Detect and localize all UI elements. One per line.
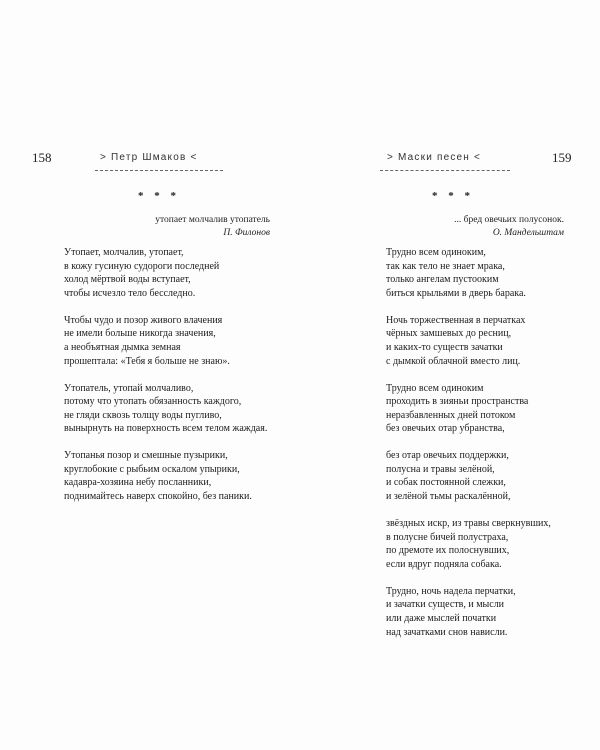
- stanza: [386, 449, 551, 503]
- poem-line: Чтобы чудо и позор живого влачения: [64, 314, 223, 326]
- poem-line: с дымкой облачной вместо лиц.: [386, 355, 521, 367]
- poem-line: Трудно всем одиноким,: [386, 247, 486, 258]
- ornament-stars: * * *: [138, 190, 180, 202]
- running-head: > Петр Шмаков <: [100, 152, 198, 163]
- poem-line: без отар овечьих поддержки,: [386, 450, 509, 462]
- poem-line: Утопатель, утопай молчаливо,: [64, 382, 194, 394]
- poem-line: Трудно всем одиноким: [386, 382, 484, 394]
- stanza: [386, 382, 551, 436]
- poem-line: вынырнуть на поверхность всем телом жаждая.: [64, 423, 268, 435]
- stanza: [64, 246, 267, 300]
- poem-line: кадавра-хозяина небу посланники,: [64, 477, 212, 489]
- stanza: [64, 314, 267, 368]
- stanza: [386, 314, 551, 368]
- poem-line: чтобы исчезло тело бесследно.: [64, 287, 196, 299]
- poem-line: неразбавленных дней потоком: [386, 409, 516, 421]
- poem-line: не гляди сквозь толщу воды пугливо,: [64, 409, 222, 421]
- poem: [64, 246, 267, 517]
- stanza: [64, 449, 267, 503]
- epigraph-text: ... бред овечьих полусонок.: [454, 215, 564, 225]
- poem-line: если вдруг подняла собака.: [386, 558, 502, 570]
- poem-line: и зелёной тьмы раскалённой,: [386, 491, 511, 503]
- poem-line: холод мёртвой воды вступает,: [64, 274, 191, 286]
- poem-line: только ангелам пустооким: [386, 274, 499, 286]
- poem-line: без овечьих отар убранства,: [386, 423, 505, 435]
- poem-line: над зачатками снов нависли.: [386, 626, 508, 638]
- poem-line: Утопает, молчалив, утопает,: [64, 247, 184, 258]
- poem-line: а необъятная дымка земная: [64, 341, 181, 353]
- poem-line: и зачатки существ, и мысли: [386, 599, 505, 611]
- page-number: 158: [32, 150, 52, 165]
- poem: [386, 246, 551, 653]
- right-page: [300, 0, 600, 750]
- poem-line: биться крыльями в дверь барака.: [386, 287, 526, 299]
- poem-line: Трудно, ночь надела перчатки,: [386, 585, 516, 597]
- stanza: [386, 517, 551, 571]
- epigraph-text: утопает молчалив утопатель: [155, 215, 270, 225]
- stanza: [386, 585, 551, 639]
- poem-line: чёрных замшевых до ресниц,: [386, 328, 512, 340]
- poem-line: в кожу гусиную судороги последней: [64, 260, 220, 272]
- poem-line: потому что утопать обязанность каждого,: [64, 396, 242, 408]
- epigraph: [30, 214, 270, 240]
- running-head: > Маски песен <: [387, 152, 482, 163]
- epigraph: [300, 214, 564, 240]
- poem-line: поднимайтесь наверх спокойно, без паники.: [64, 491, 252, 503]
- poem-line: так как тело не знает мрака,: [386, 260, 505, 272]
- poem-line: и каких-то существ зачатки: [386, 341, 503, 353]
- header-rule: [380, 170, 510, 171]
- epigraph-author: О. Мандельштам: [492, 228, 564, 238]
- ornament-stars: * * *: [432, 190, 474, 202]
- stanza: [64, 382, 267, 436]
- poem-line: в полусне бичей полустраха,: [386, 531, 509, 543]
- poem-line: не имели больше никогда значения,: [64, 328, 216, 340]
- poem-line: звёздных искр, из травы сверкнувших,: [386, 518, 551, 530]
- poem-line: полусна и травы зелёной,: [386, 463, 495, 475]
- poem-line: Ночь торжественная в перчатках: [386, 314, 526, 326]
- poem-line: Утопанья позор и смешные пузырики,: [64, 450, 228, 462]
- page-number: 159: [552, 150, 572, 165]
- poem-line: по дремоте их полоснувших,: [386, 545, 510, 557]
- stanza: [386, 246, 551, 300]
- poem-line: прошептала: «Тебя я больше не знаю».: [64, 355, 230, 367]
- header-rule: [95, 170, 223, 171]
- poem-line: круглобокие с рыбьим оскалом упырики,: [64, 463, 240, 475]
- poem-line: и собак постоянной слежки,: [386, 477, 506, 489]
- poem-line: проходить в зияньи пространства: [386, 396, 529, 408]
- epigraph-author: П. Филонов: [223, 228, 270, 238]
- poem-line: или даже мыслей початки: [386, 613, 497, 625]
